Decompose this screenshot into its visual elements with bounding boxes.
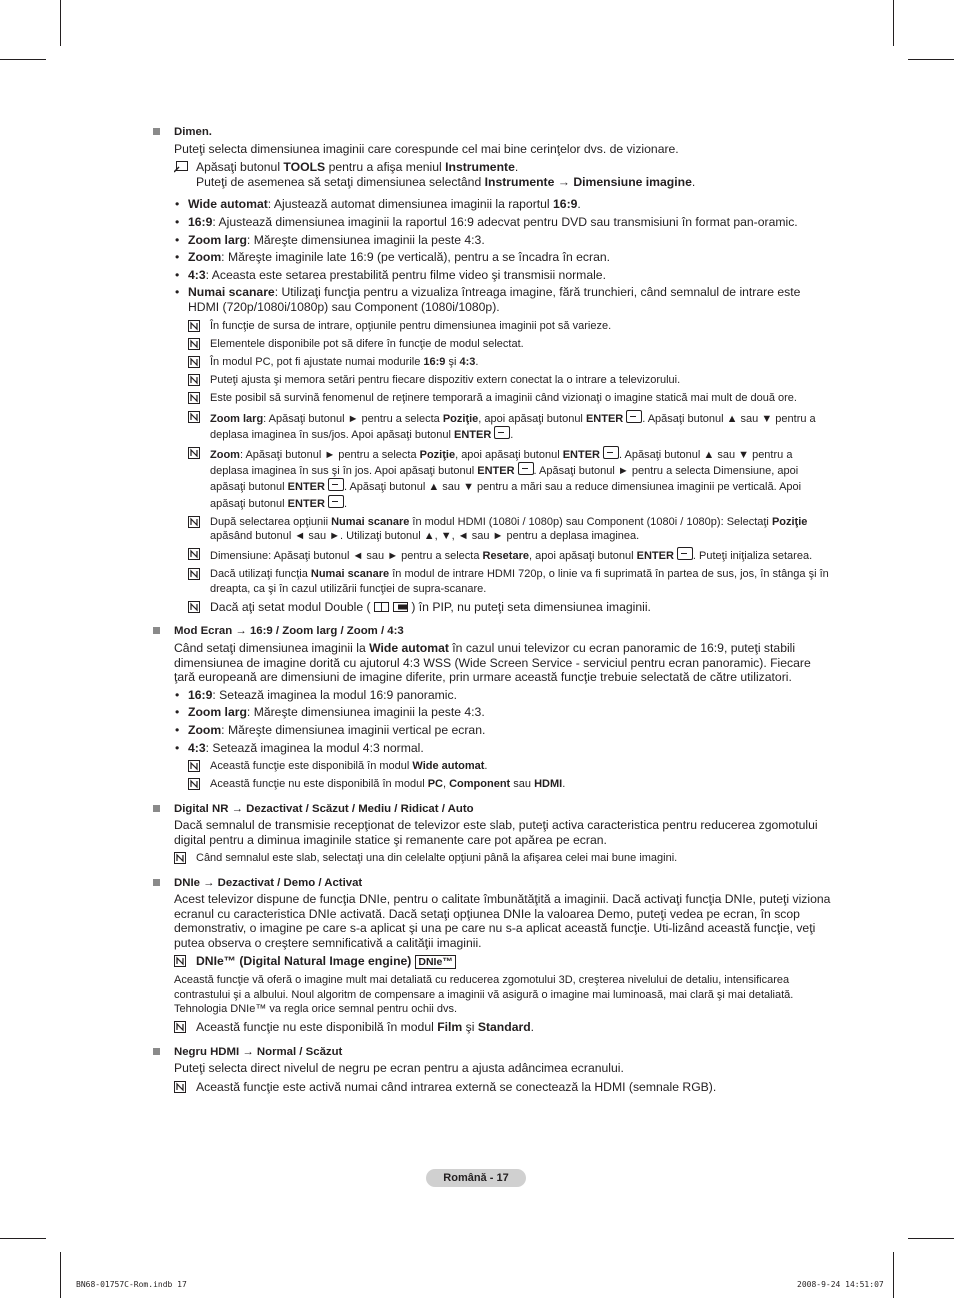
text: ENTER	[585, 412, 624, 425]
pip-double-icon	[374, 602, 408, 612]
section-intro: Dacă semnalul de transmisie recepţionat de televizor este slab, puteţi activa caracteristica pentru reducerea zgomotului digital pentru a diminua imaginile statice şi remanente care pot apărea pe ecran.	[174, 818, 818, 847]
list-item: • Zoom: Măreşte dimensiunea imaginii vertical pe ecran.	[175, 722, 486, 737]
note-icon	[188, 320, 200, 332]
note	[174, 1020, 832, 1035]
crop-mark	[893, 1252, 894, 1298]
text: ,	[442, 778, 450, 791]
text: : Utilizaţi funcţia pentru a vizualiza întreaga imagine, fără trunchieri, când semnalul de intrare este HDMI (720p/1080i/1080p) sau Component (1080i/1080p).	[188, 285, 801, 314]
text: .	[691, 174, 696, 189]
note	[188, 567, 832, 595]
text: : Setează imaginea la modul 4:3 normal.	[205, 740, 424, 755]
note	[188, 777, 832, 791]
crop-mark	[60, 1252, 61, 1298]
text: ENTER	[287, 481, 325, 494]
note	[188, 410, 832, 442]
note	[174, 851, 832, 865]
text: Numai scanare	[188, 285, 275, 300]
enter-icon	[677, 547, 693, 560]
text: : Apăsaţi butonul ► pentru a selecta	[239, 448, 420, 461]
section-intro: Puteţi selecta dimensiunea imaginii care corespunde cel mai bine cerinţelor dvs. de vizionare.	[174, 141, 679, 156]
text: 16:9	[188, 214, 213, 229]
note	[188, 547, 832, 563]
tools-icon	[174, 161, 188, 173]
text: Dimensiune: Apăsaţi butonul ◄ sau ► pentru a selecta	[210, 550, 483, 563]
enter-icon	[328, 478, 344, 491]
note	[188, 515, 832, 543]
text: : Măreşte imaginile late 16:9 (pe verticală), pentru a se încadra în ecran.	[221, 250, 611, 265]
text: Dacă utilizaţi funcţia	[210, 568, 311, 581]
list-item: • 16:9: Setează imaginea la modul 16:9 panoramic.	[175, 687, 457, 702]
text: Poziţie	[419, 448, 456, 461]
note	[188, 319, 832, 333]
section-dimen	[152, 125, 832, 614]
crop-mark	[0, 59, 46, 60]
text: Resetare	[482, 550, 529, 563]
text: Zoom larg	[188, 232, 247, 247]
enter-icon	[328, 495, 344, 508]
text: şi	[445, 355, 460, 368]
crop-mark	[908, 1238, 954, 1239]
tools-note	[174, 160, 832, 189]
note	[188, 446, 832, 511]
list-item: • Zoom: Măreşte imaginile late 16:9 (pe verticală), pentru a se încadra în ecran.	[175, 250, 611, 265]
text: După selectarea opţiunii	[210, 515, 332, 528]
crop-mark	[908, 59, 954, 60]
text: .	[475, 355, 479, 368]
text: : Măreşte dimensiunea imaginii la peste 4:3.	[246, 232, 485, 247]
text: : Măreşte dimensiunea imaginii vertical pe ecran.	[221, 722, 486, 737]
text: Zoom	[188, 250, 222, 265]
note-icon	[188, 516, 200, 528]
text: Zoom larg	[188, 705, 247, 720]
crop-mark	[0, 1238, 46, 1239]
list-item: • Zoom larg: Măreşte dimensiunea imaginii la peste 4:3.	[175, 705, 485, 720]
enter-icon	[518, 462, 534, 475]
crop-mark	[60, 0, 61, 46]
section-intro: Puteţi selecta direct nivelul de negru pe ecran pentru a ajusta adâncimea ecranului.	[174, 1061, 624, 1076]
note-icon	[174, 1081, 186, 1093]
text: Instrumente → Dimensiune imagine	[484, 174, 692, 189]
note-icon	[188, 778, 200, 790]
footer-file-info: BN68-01757C-Rom.indb 17	[76, 1280, 187, 1289]
section-bullet-square	[153, 879, 160, 886]
text: , apoi apăsaţi butonul	[528, 550, 637, 563]
note-icon	[188, 760, 200, 772]
text: 4:3	[188, 740, 206, 755]
text: ENTER	[454, 428, 492, 441]
footer-timestamp: 2008-9-24 14:51:07	[797, 1280, 884, 1289]
text: Zoom	[188, 722, 222, 737]
note-icon	[188, 548, 200, 560]
text: Este posibil să survină fenomenul de reţinere temporară a imaginii când vizionaţi o imagine statică mai mult de două ore.	[210, 392, 797, 405]
text: Zoom larg	[210, 412, 264, 425]
text: Dacă aţi setat modul Double (	[210, 599, 374, 614]
text: Instrumente	[445, 160, 515, 175]
page-number-badge: Română - 17	[426, 1169, 526, 1187]
text: PC	[427, 778, 443, 791]
text: Poziţie	[771, 515, 808, 528]
section-title: Mod Ecran → 16:9 / Zoom larg / Zoom / 4:3	[174, 625, 404, 638]
text: pentru a afişa meniul	[325, 160, 446, 175]
note	[188, 337, 832, 351]
note	[188, 600, 832, 615]
text: Această funcţie nu este disponibilă în modul	[210, 778, 428, 791]
section-mod-ecran	[152, 624, 832, 791]
note-icon	[188, 447, 200, 459]
text: în modul HDMI (1080i / 1080p) sau Component (1080i / 1080p): Selectaţi	[409, 515, 772, 528]
note-icon	[188, 601, 200, 613]
note-icon	[188, 392, 200, 404]
text: .	[514, 160, 519, 175]
text: TOOLS	[283, 160, 326, 175]
note	[174, 1080, 832, 1095]
text: Când semnalul este slab, selectaţi una din celelalte opţiuni până la afişarea celei mai bune imagini.	[196, 852, 678, 865]
text: Puteţi ajusta şi memora setări pentru fiecare dispozitiv extern conectat la o intrare a televizorului.	[210, 374, 681, 387]
text: , apoi apăsaţi butonul	[478, 412, 586, 425]
text: .	[577, 197, 581, 212]
text: Numai scanare	[331, 515, 410, 528]
text: .	[343, 497, 348, 510]
text: Apăsaţi butonul	[196, 160, 284, 175]
section-bullet-square	[153, 1048, 160, 1055]
note-icon	[174, 955, 186, 967]
text: 16:9	[423, 355, 446, 368]
text: . Apăsaţi butonul ▲ sau ▼ pentru a deplasa imaginea în sus/jos. Apoi apăsaţi butonul	[210, 412, 816, 441]
note	[188, 355, 832, 369]
note-icon	[188, 411, 200, 423]
list-item: • 4:3: Setează imaginea la modul 4:3 normal.	[175, 740, 424, 755]
enter-icon	[603, 446, 619, 459]
dnie-logo-tag: DNIe™	[415, 955, 455, 969]
text: 16:9	[553, 197, 578, 212]
crop-mark	[893, 0, 894, 46]
text: Această funcţie este disponibilă în modul	[210, 760, 413, 773]
text: : Ajustează automat dimensiunea imaginii la raportul	[267, 197, 554, 212]
text: 4:3	[459, 355, 476, 368]
text: Wide automat	[412, 760, 485, 773]
section-intro: Acest televizor dispune de funcţia DNIe, pentru o calitate îmbunătăţită a imaginii. Dacă activaţi funcţia DNIe, puteţi viziona ecranul cu caracteristica DNIe activată. Dacă setaţi opţiunea DNIe la valoarea Demo, puteţi vedea pe ecran, în scop demonstrativ, o imagine pe care s-a aplicat şi una pe care nu s-a aplicat această funcţie. Uti-lizând această funcţie, veţi putea observa o creştere semnificativă a calităţii imaginii.	[174, 892, 831, 950]
text: .	[562, 778, 566, 791]
text: : Setează imaginea la modul 16:9 panoramic.	[212, 687, 457, 702]
text: în modul de intrare HDMI 720p, o linie va fi suprimată în partea de sus, jos, în stânga şi în dreapta, ca şi în cazul utilizării funcţiei de supra-scanare.	[210, 568, 829, 595]
text: : Măreşte dimensiunea imaginii la peste 4:3.	[246, 705, 485, 720]
text: Zoom	[210, 448, 240, 461]
text: apăsând butonul ◄ sau ►. Utilizaţi butonul ▲, ▼, ◄ sau ► pentru a deplasa imaginea.	[210, 529, 640, 542]
text: , apoi apăsaţi butonul	[455, 448, 563, 461]
text: Wide automat	[188, 197, 268, 212]
text: Standard	[477, 1020, 531, 1035]
text: . Apăsaţi butonul ▲ sau ▼ pentru a deplasa imaginea în sus şi în jos. Apoi apăsaţi butonul	[210, 448, 793, 478]
text: Component	[449, 778, 511, 791]
text: .	[510, 428, 514, 441]
section-bullet-square	[153, 128, 160, 135]
section-bullet-square	[153, 627, 160, 634]
text: ENTER	[477, 465, 515, 478]
text: ENTER	[287, 497, 325, 510]
list-item: • Zoom larg: Măreşte dimensiunea imaginii la peste 4:3.	[175, 232, 485, 247]
text: .	[484, 760, 488, 773]
enter-icon	[494, 426, 510, 439]
note-icon	[174, 852, 186, 864]
note-icon	[188, 356, 200, 368]
text: Elementele disponibile pot să difere în funcţie de modul selectat.	[210, 337, 524, 350]
text: HDMI	[534, 778, 563, 791]
text: : Aceasta este setarea prestabilită pentru filme video şi transmisii normale.	[205, 267, 606, 282]
manual-content	[152, 125, 832, 1104]
list-item: • Numai scanare: Utilizaţi funcţia pentru a vizualiza întreaga imagine, fără trunchieri, când semnalul de intrare este HDMI (720p/1080i/1080p) sau Component (1080i/1080p).	[175, 285, 801, 314]
section-intro	[174, 641, 832, 685]
text: Puteţi de asemenea să setaţi dimensiunea selectând	[196, 174, 485, 189]
text: în cazul unui televizor cu ecran panoramic de 16:9, puteţi stabili dimensiunea de imagine dorită cu ajutorul 4:3 WSS (Wide Screen Service - serviciul pentru ecran panoramic). Fiecare ţară europeană are dimensiuni de imagine diferite, prin urmare această funcţie trebuie selectată de către utilizatori.	[174, 640, 811, 685]
text: Wide automat	[369, 640, 449, 655]
text: . Puteţi iniţializa setarea.	[692, 550, 813, 563]
section-title: Negru HDMI → Normal / Scăzut	[174, 1045, 343, 1058]
text: : Ajustează dimensiunea imaginii la raportul 16:9 adecvat pentru DVD sau transmisiuni în format pan-oramic.	[212, 214, 798, 229]
list-item: • Wide automat: Ajustează automat dimensiunea imaginii la raportul 16:9.	[175, 197, 581, 212]
note	[188, 759, 832, 773]
text: ) în PIP, nu puteţi seta dimensiunea imaginii.	[407, 599, 651, 614]
text: . Apăsaţi butonul ▲ sau ▼ pentru a mări sau a reduce dimensiunea imaginii pe verticală. Apoi apăsaţi butonul	[210, 481, 802, 510]
note-icon	[188, 338, 200, 350]
list-item: • 16:9: Ajustează dimensiunea imaginii la raportul 16:9 adecvat pentru DVD sau transmisiuni în format pan-oramic.	[175, 214, 798, 229]
dnie-description: Această funcţie vă oferă o imagine mult mai detaliată cu reducerea zgomotului 3D, creşterea nivelului de detaliu, intensificarea contrastului şi a albului. Noul algoritm de compensare a imaginii vă asigură o imagine mai luminoasă, mai clară şi mai detaliată. Tehnologia DNIe™ va regla orice semnal pentru ochii dvs.	[174, 974, 794, 1015]
text: . Apăsaţi butonul ► pentru a selecta Dimensiune, apoi apăsaţi butonul	[210, 465, 799, 494]
section-title: Digital NR → Dezactivat / Scăzut / Mediu / Ridicat / Auto	[174, 802, 474, 815]
section-bullet-square	[153, 805, 160, 812]
text: 4:3	[188, 267, 206, 282]
note	[174, 954, 832, 969]
section-title: DNIe → Dezactivat / Demo / Activat	[174, 876, 363, 889]
note	[188, 391, 832, 405]
note	[188, 373, 832, 387]
enter-icon	[626, 410, 642, 423]
text: Această funcţie este activă numai când intrarea externă se conectează la HDMI (semnale RGB).	[196, 1079, 717, 1094]
section-digital-nr	[152, 802, 832, 866]
text: Această funcţie nu este disponibilă în modul	[196, 1020, 438, 1035]
text: Numai scanare	[310, 568, 390, 581]
section-dnie	[152, 876, 832, 1035]
text: 16:9	[188, 687, 213, 702]
text: Când setaţi dimensiunea imaginii la	[174, 640, 370, 655]
text: şi	[462, 1020, 478, 1035]
text: ENTER	[636, 550, 674, 563]
text: În funcţie de sursa de intrare, opţiunile pentru dimensiunea imaginii pot să varieze.	[210, 319, 612, 332]
note-icon	[174, 1021, 186, 1033]
text: .	[530, 1020, 535, 1035]
list-item: • 4:3: Aceasta este setarea prestabilită pentru filme video şi transmisii normale.	[175, 267, 606, 282]
text: În modul PC, pot fi ajustate numai modurile	[210, 355, 424, 368]
text: Poziţie	[442, 412, 479, 425]
text: sau	[510, 778, 535, 791]
text: DNIe™ (Digital Natural Image engine)	[196, 954, 412, 969]
section-title: Dimen.	[174, 126, 212, 138]
note-icon	[188, 374, 200, 386]
text: Film	[437, 1020, 463, 1035]
text: : Apăsaţi butonul ► pentru a selecta	[263, 412, 443, 425]
note-icon	[188, 568, 200, 580]
text: ENTER	[562, 448, 600, 461]
section-negru-hdmi	[152, 1045, 832, 1095]
